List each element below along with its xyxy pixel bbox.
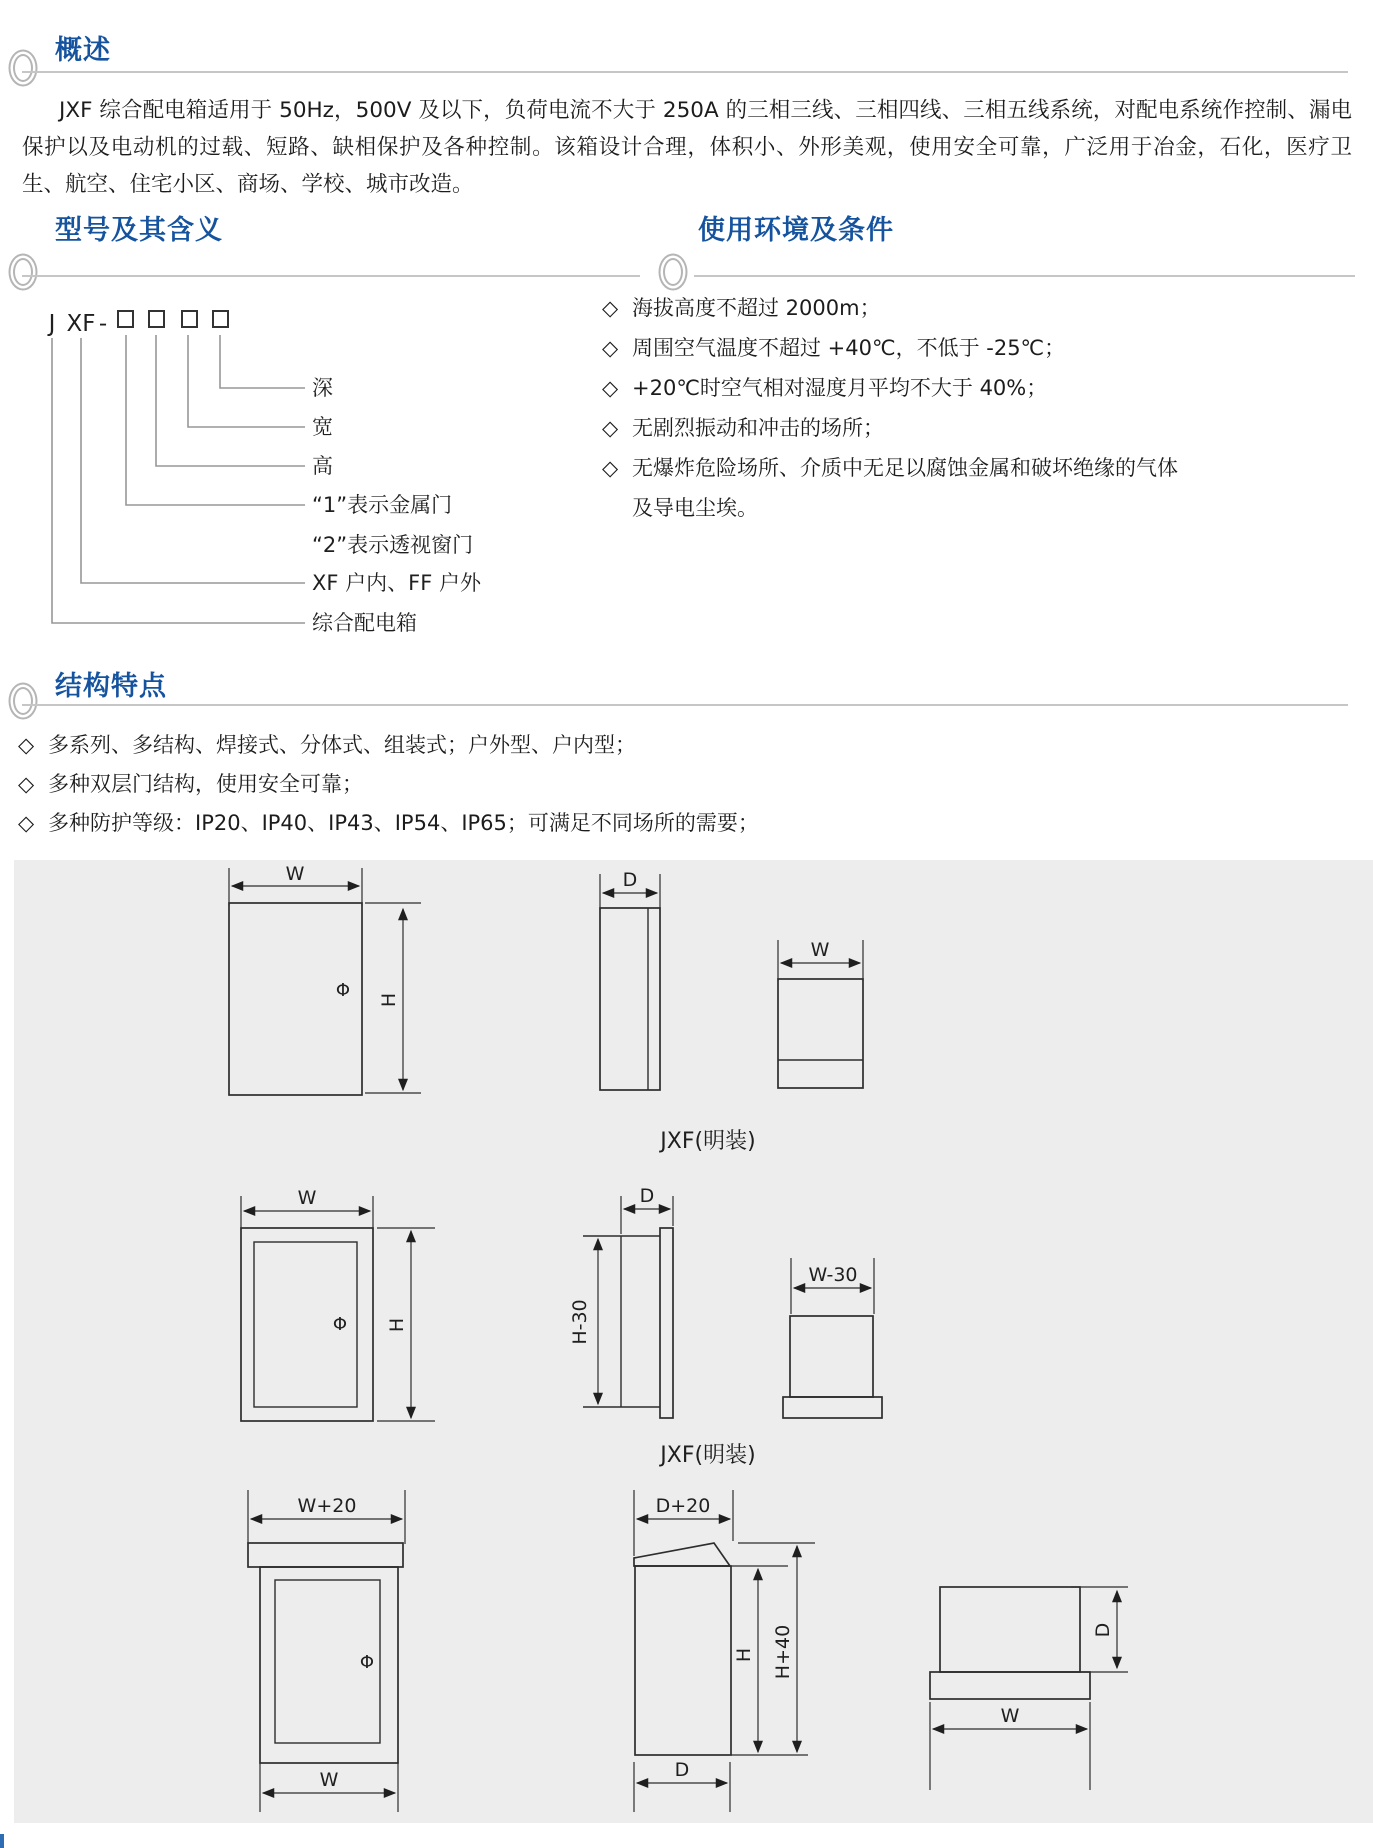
row3-side-view (634, 1490, 815, 1812)
model-code-diagram (40, 300, 600, 650)
model-label-height: 高 (312, 454, 333, 478)
dim-label-w: W (297, 1187, 317, 1209)
section-title-environment: 使用环境及条件 (698, 215, 894, 246)
row2-front-view (241, 1187, 435, 1421)
model-code-separator: - (98, 311, 108, 337)
extension-lines (229, 868, 421, 1093)
diamond-bullet-icon: ◇ (602, 376, 619, 400)
flange-outline (660, 1228, 673, 1418)
model-code-box (118, 311, 133, 327)
model-code-box (149, 311, 164, 327)
dim-label-h: H (733, 1647, 755, 1663)
list-item-text: 周围空气温度不超过 +40℃，不低于 -25℃； (632, 336, 1066, 360)
list-item-text: 多种防护等级：IP20、IP40、IP43、IP54、IP65；可满足不同场所的需要； (48, 811, 759, 835)
dim-label-w30: W-30 (808, 1264, 858, 1286)
dim-label-h30: H-30 (569, 1299, 591, 1345)
dim-label-w: W (810, 939, 830, 961)
handle-symbol: Φ (332, 1314, 348, 1335)
box-outline (600, 908, 660, 1090)
diamond-bullet-icon: ◇ (602, 336, 619, 360)
box-outline (778, 979, 863, 1088)
model-label-width: 宽 (312, 415, 333, 439)
dim-label-w: W (1000, 1705, 1020, 1727)
hood-outline (634, 1543, 730, 1566)
list-item-text: 多系列、多结构、焊接式、分体式、组装式；户外型、户内型； (48, 733, 636, 757)
model-code-box (182, 311, 197, 327)
extension-lines (930, 1587, 1128, 1790)
dim-label-h: H (378, 992, 400, 1008)
list-item (602, 448, 1187, 528)
list-item (18, 726, 1348, 765)
section-marker-icon (13, 54, 33, 82)
model-code-connectors (52, 335, 305, 623)
list-item-text: 海拔高度不超过 2000m； (632, 296, 881, 320)
dim-label-h40: H+40 (772, 1624, 794, 1680)
model-code-labels (312, 376, 482, 635)
section-marker-icon (13, 687, 33, 715)
model-label-depth: 深 (312, 376, 333, 400)
dim-label-d: D (674, 1759, 690, 1781)
diamond-bullet-icon: ◇ (18, 733, 35, 757)
list-item-text: 多种双层门结构，使用安全可靠； (48, 772, 363, 796)
list-item (602, 368, 1187, 408)
box-outline (260, 1567, 398, 1763)
section-title-model: 型号及其含义 (55, 215, 223, 246)
section-title-structure: 结构特点 (55, 671, 167, 702)
list-item (602, 328, 1187, 368)
connector-line (220, 335, 305, 388)
page-title-overview: 概述 (55, 35, 111, 66)
dim-label-d: D (639, 1185, 655, 1207)
box-outline (790, 1316, 873, 1397)
hood-outline (248, 1543, 403, 1567)
model-label-box-type: 综合配电箱 (312, 611, 417, 635)
list-item (18, 765, 1348, 804)
row1-front-view (229, 863, 421, 1095)
model-label-metal-door: “1”表示金属门 (312, 493, 453, 517)
list-item (602, 408, 1187, 448)
section-divider (694, 275, 1355, 277)
dimension-drawings (14, 860, 1373, 1823)
dim-label-d20: D+20 (655, 1495, 711, 1517)
section-marker-icon (13, 258, 33, 286)
handle-symbol: Φ (359, 1652, 375, 1673)
handle-symbol: Φ (335, 980, 351, 1001)
row1-side-view (600, 869, 660, 1090)
model-label-window-door: “2”表示透视窗门 (312, 533, 474, 557)
diamond-bullet-icon: ◇ (18, 811, 35, 835)
section-marker-icon (663, 258, 683, 286)
list-item-text: 无剧烈振动和冲击的场所； (632, 416, 884, 440)
dim-label-w: W (319, 1769, 339, 1791)
wall-and-body-lines (583, 1236, 660, 1407)
section-divider (22, 275, 640, 277)
connector-line (156, 335, 305, 466)
model-code-j: J (48, 311, 56, 337)
technical-drawings-panel (14, 860, 1373, 1823)
row2-side-view (569, 1185, 673, 1418)
diamond-bullet-icon: ◇ (602, 296, 619, 320)
model-code-xf: XF (66, 311, 96, 337)
row3-top-view (930, 1587, 1128, 1790)
row2-top-view (783, 1258, 882, 1418)
list-item-text: 无爆炸危险场所、介质中无足以腐蚀金属和破坏绝缘的气体及导电尘埃。 (632, 456, 1178, 520)
dim-label-w: W (285, 863, 305, 885)
connector-line (81, 338, 305, 583)
diamond-bullet-icon: ◇ (18, 772, 35, 796)
overview-paragraph: JXF 综合配电箱适用于 50Hz，500V 及以下，负荷电流不大于 250A 的三相三线、三相四线、三相五线系统，对配电系统作控制、漏电保护以及电动机的过载、短路、缺相保护及各种控制。该箱设计合理，体积小、外形美观，使用安全可靠，广泛用于冶金，石化，医疗卫生、航空、住宅小区、商场、学校、城市改造。 (22, 98, 1352, 197)
row3-front-view (248, 1490, 405, 1812)
extension-lines (241, 1196, 435, 1421)
environment-list (602, 288, 1187, 528)
connector-line (126, 335, 305, 505)
flange-outline (783, 1397, 882, 1418)
list-item (18, 804, 1348, 843)
structure-list (18, 726, 1348, 843)
box-outline (940, 1587, 1080, 1672)
list-item (602, 288, 1187, 328)
connector-line (188, 335, 305, 427)
diamond-bullet-icon: ◇ (602, 456, 619, 480)
row1-top-view (778, 939, 863, 1088)
model-label-indoor-outdoor: XF 户内、FF 户外 (312, 571, 481, 595)
model-code-box (213, 311, 228, 327)
dim-label-w20: W+20 (297, 1495, 357, 1517)
section-divider (22, 704, 1348, 706)
dim-label-d: D (622, 869, 638, 891)
model-code-symbols (47, 311, 228, 337)
connector-line (52, 338, 305, 623)
dim-label-h: H (386, 1317, 408, 1333)
section-divider (22, 71, 1348, 73)
row1-caption: JXF(明装) (660, 1129, 756, 1154)
row2-caption: JXF(明装) (660, 1443, 756, 1468)
box-outline (241, 1228, 373, 1421)
hood-outline (930, 1672, 1090, 1699)
page-edge-decoration (0, 1834, 4, 1848)
diamond-bullet-icon: ◇ (602, 416, 619, 440)
box-outline (635, 1566, 731, 1755)
list-item-text: +20℃时空气相对湿度月平均不大于 40%； (632, 376, 1048, 400)
dim-label-d: D (1092, 1622, 1114, 1638)
